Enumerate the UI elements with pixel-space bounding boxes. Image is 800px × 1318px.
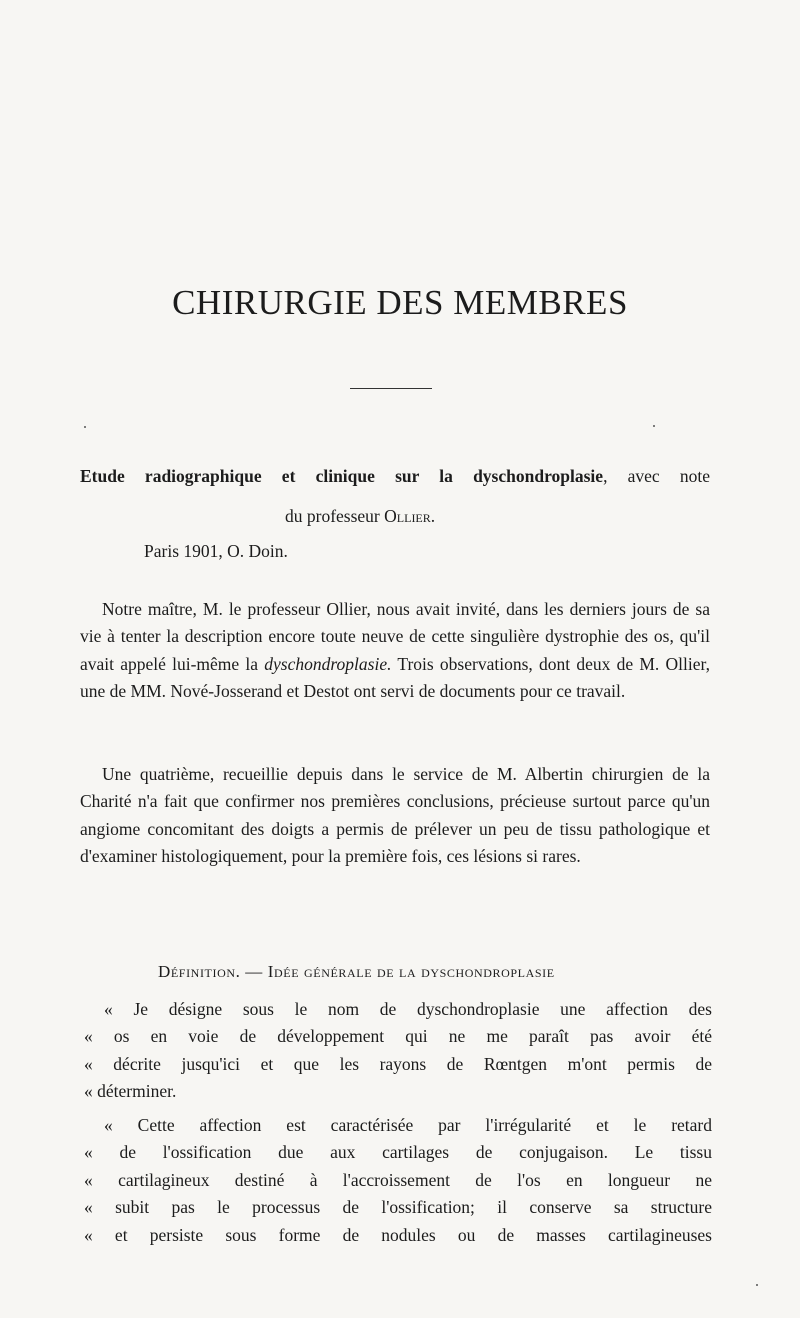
quote-line: « os en voie de développement qui ne me paraît pas avoir été xyxy=(84,1026,712,1047)
quote-line: « déterminer. xyxy=(84,1081,177,1102)
reference-note-line xyxy=(285,506,435,527)
reference-continuation: , avec note xyxy=(603,466,710,486)
reference-publication: Paris 1901, O. Doin. xyxy=(144,541,288,561)
section-heading xyxy=(158,962,555,982)
reference-note-suffix: . xyxy=(430,506,436,526)
paragraph-intro-before: Notre maître, M. le professeur Ollier, nous avait invité, dans les derniers jours de sa vie à tenter la description encore toute neuve de cette singulière dystrophie des os, qu'il avait appelé lui-même la xyxy=(80,599,710,674)
paragraph-intro xyxy=(80,596,710,706)
paragraph-fourth-observation: Une quatrième, recueillie depuis dans le service de M. Albertin chirurgien de la Charité n'a fait que confirmer nos premières conclusions, précieuse surtout parce qu'un angiome concomitant des doigts a permis de prélever un peu de tissu pathologique et d'examiner histologiquement, pour la première fois, ces lésions si rares. xyxy=(80,764,710,867)
reference-professor: Ollier xyxy=(384,506,431,526)
section-heading-text: Idée générale de la dyschondroplasie xyxy=(267,962,555,981)
paper-speck xyxy=(756,1284,758,1286)
paragraph-intro-after: Trois observations, dont deux de M. Ollier, une de MM. Nové-Josserand et Destot ont servi de documents pour ce travail. xyxy=(80,653,710,702)
quote-line: « cartilagineux destiné à l'accroissement de l'os en longueur ne xyxy=(84,1169,712,1190)
chapter-title: CHIRURGIE DES MEMBRES xyxy=(172,283,628,322)
reference-note-prefix: du professeur xyxy=(285,506,380,526)
quote-line: « décrite jusqu'ici et que les rayons de Rœntgen m'ont permis de xyxy=(84,1053,712,1074)
paper-speck xyxy=(653,425,655,427)
section-label: Définition xyxy=(158,962,236,981)
quote-line: « de l'ossification due aux cartilages de conjugaison. Le tissu xyxy=(84,1142,712,1163)
paper-speck xyxy=(84,426,86,428)
section-separator: . — xyxy=(235,962,268,981)
quote-block-1 xyxy=(84,996,712,1106)
reference-title-line xyxy=(80,466,710,487)
quote-line: « et persiste sous forme de nodules ou de masses cartilagineuses xyxy=(84,1224,712,1245)
reference-work-title: Etude radiographique et clinique sur la dyschondroplasie xyxy=(80,466,604,486)
quote-line: « Je désigne sous le nom de dyschondroplasie une affection des xyxy=(104,999,712,1019)
quote-block-2 xyxy=(84,1112,712,1249)
quote-line: « Cette affection est caractérisée par l'irrégularité et le retard xyxy=(104,1115,712,1135)
paragraph-intro-term: dyschondroplasie. xyxy=(264,653,392,674)
quote-line: « subit pas le processus de l'ossification; il conserve sa structure xyxy=(84,1197,712,1218)
title-divider xyxy=(350,388,432,389)
